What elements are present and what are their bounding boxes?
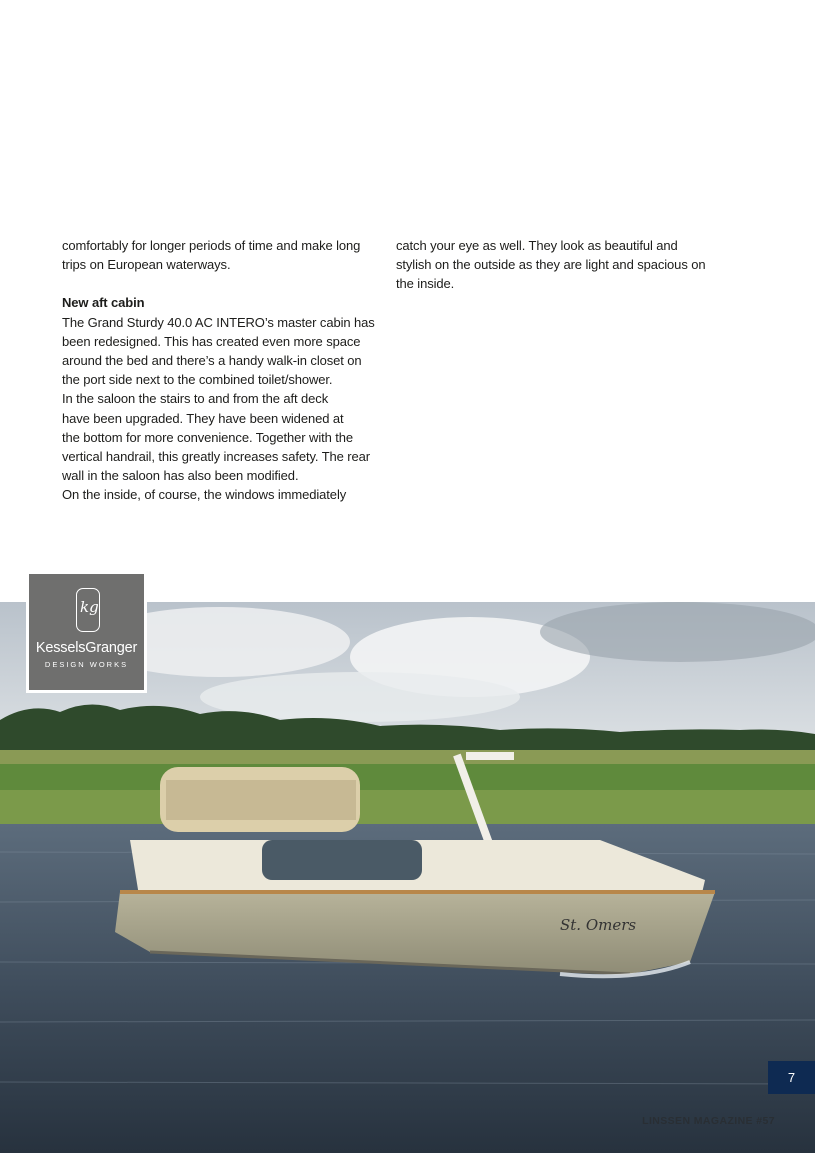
paragraph-intro: comfortably for longer periods of time and make long trips on European waterways. <box>62 238 361 273</box>
text-column-right <box>396 236 726 294</box>
logo-kesselsgranger <box>26 571 147 693</box>
text-column-left <box>62 236 384 505</box>
logo-subtitle: DESIGN WORKS <box>44 660 129 669</box>
paragraph-continued: catch your eye as well. They look as beautiful and stylish on the outside as they are light and spacious on the inside. <box>396 238 706 292</box>
magazine-title: LINSSEN MAGAZINE #57 <box>642 1115 775 1127</box>
svg-text:St. Omers: St. Omers <box>560 916 637 934</box>
logo-name: KesselsGranger <box>35 640 138 656</box>
paragraph-body: The Grand Sturdy 40.0 AC INTERO’s master cabin has been redesigned. This has created even more space around the bed and there’s a handy walk-in closet on the port side next to the combined toilet/shower. In the saloon the stairs to and from the aft deck have been upgraded. They have been widened at the bottom for more convenience. Together with the vertical handrail, this greatly increases safety. The rear wall in the saloon has also been modified. On the inside, of course, the windows immediately <box>62 314 375 503</box>
logo-mark-icon: kg <box>76 588 100 632</box>
section-heading: New aft cabin <box>62 295 145 311</box>
page-number: 7 <box>768 1061 815 1094</box>
